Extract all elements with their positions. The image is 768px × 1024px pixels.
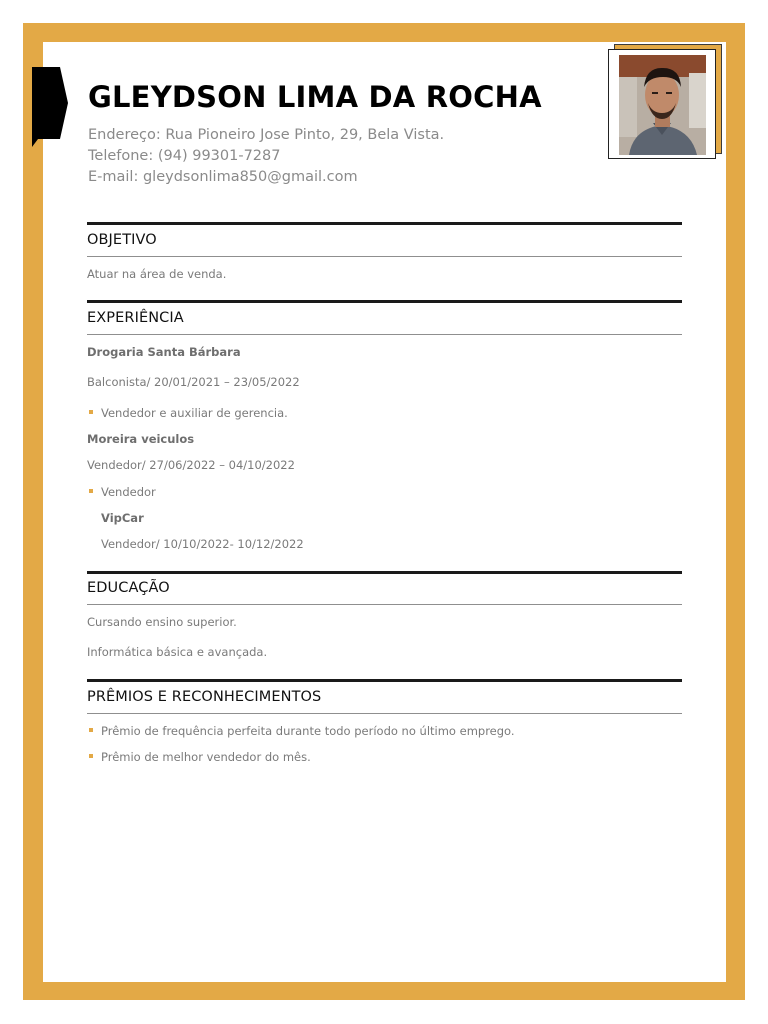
section-underline	[87, 334, 682, 335]
section-rule	[87, 679, 682, 682]
contact-email: E-mail: gleydsonlima850@gmail.com	[88, 169, 358, 185]
profile-photo-frame	[608, 49, 716, 159]
section-rule	[87, 571, 682, 574]
section-underline	[87, 713, 682, 714]
section-underline	[87, 256, 682, 257]
candidate-name: GLEYDSON LIMA DA ROCHA	[88, 80, 542, 114]
job-role-dates: Vendedor/ 10/10/2022- 10/12/2022	[101, 537, 304, 551]
section-underline	[87, 604, 682, 605]
job-role-dates: Balconista/ 20/01/2021 – 23/05/2022	[87, 375, 300, 389]
section-title-experiencia: EXPERIÊNCIA	[87, 310, 184, 326]
profile-photo	[619, 55, 706, 155]
bullet-marker	[89, 728, 93, 732]
job-bullet: Vendedor e auxiliar de gerencia.	[101, 406, 288, 420]
section-rule	[87, 222, 682, 225]
award-item: Prêmio de melhor vendedor do mês.	[101, 750, 311, 764]
job-role-dates: Vendedor/ 27/06/2022 – 04/10/2022	[87, 458, 295, 472]
job-company: VipCar	[101, 511, 144, 525]
education-item: Informática básica e avançada.	[87, 645, 268, 659]
contact-address: Endereço: Rua Pioneiro Jose Pinto, 29, Bela Vista.	[88, 127, 445, 143]
section-rule	[87, 300, 682, 303]
section-title-objetivo: OBJETIVO	[87, 232, 157, 248]
job-company: Drogaria Santa Bárbara	[87, 345, 241, 359]
job-bullet: Vendedor	[101, 485, 156, 499]
job-company: Moreira veiculos	[87, 432, 195, 446]
header-marker-shape	[32, 67, 68, 147]
bullet-marker	[89, 489, 93, 493]
education-item: Cursando ensino superior.	[87, 615, 237, 629]
section-title-educacao: EDUCAÇÃO	[87, 580, 170, 596]
bullet-marker	[89, 410, 93, 414]
award-item: Prêmio de frequência perfeita durante todo período no último emprego.	[101, 724, 515, 738]
bullet-marker	[89, 754, 93, 758]
section-title-premios: PRÊMIOS E RECONHECIMENTOS	[87, 689, 322, 705]
objective-text: Atuar na área de venda.	[87, 267, 227, 281]
contact-phone: Telefone: (94) 99301-7287	[88, 148, 281, 164]
